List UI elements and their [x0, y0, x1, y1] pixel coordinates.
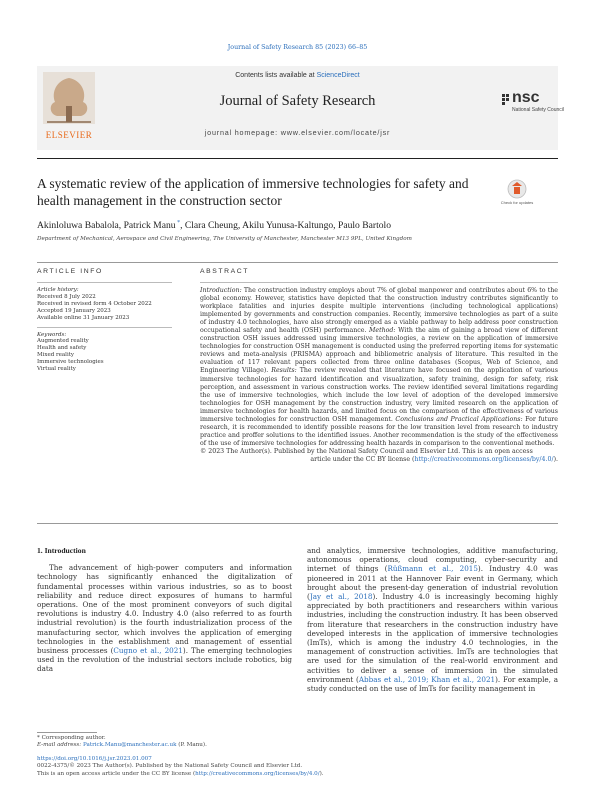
abstract-bottom-divider [37, 523, 558, 524]
abstract-body [200, 287, 558, 448]
body-right-column [307, 546, 558, 693]
right-text-b: ). Industry 4.0 was pioneered in 2011 at the Hannover Fair event in Germany, which brought about the present-day generation of industrial revolution ( [307, 564, 558, 602]
authors-rest: , Clara Cheung, Akilu Yunusa-Kaltungo, Paulo Bartolo [180, 220, 392, 232]
right-text-c: ). Industry 4.0 is increasingly becoming highly appreciated by both practitioners and researchers within various industries, including the construction industry. It has been observed from literature that researchers in the construction industry have developed interests in the application of immersive technologies (ImTs), which is among the industry 4.0 technologies, in the management of construction activities. ImTs are technologies that are used for the simulation of the real-world environment and activities to deliver a sense of immersion in the simulated environment ( [307, 592, 558, 684]
license-prefix: This is an open access article under the CC BY license ( [37, 770, 196, 777]
journal-title: Journal of Safety Research [219, 93, 376, 109]
abstract-results-label: Results: [271, 367, 297, 375]
history-label: Article history: [37, 287, 79, 293]
abstract-conclusions-label: Conclusions and Practical Applications: [395, 415, 523, 423]
keyword-item: Immersive technologies [37, 359, 104, 366]
keyword-item: Health and safety [37, 345, 87, 352]
abstract-heading: ABSTRACT [200, 268, 250, 275]
article-title: A systematic review of the application of immersive technologies for safety and health management in the construction sector [37, 176, 469, 208]
abstract-method-label: Method: [369, 327, 396, 335]
footnote-label: Corresponding author. [39, 735, 106, 741]
doi-link[interactable]: https://doi.org/10.1016/j.jsr.2023.01.007 [37, 756, 152, 762]
copyright-suffix: ). [553, 455, 558, 463]
footnote-divider [37, 732, 97, 733]
nsc-tagline: National Safety Council [512, 107, 564, 113]
body-left-column [37, 546, 292, 674]
abstract-column [200, 268, 558, 464]
journal-reference[interactable]: Journal of Safety Research 85 (2023) 66–85 [227, 44, 368, 51]
page-footer [37, 756, 337, 778]
keyword-item: Mixed reality [37, 352, 75, 359]
copyright-line-2 [200, 456, 558, 464]
keywords-rule [37, 327, 172, 328]
right-text-d: ). For example, a study conducted on the use of ImTs for facility management in [307, 674, 559, 694]
history-date-online: Available online 31 January 2023 [37, 314, 130, 321]
keyword-item: Virtual reality [37, 366, 76, 373]
abstract-conclusions: For future research, it is recommended to identify possible reasons for the low transition level from research to industry practice and proffer solutions to the identified issues. Another recommendation is the study of the effectiveness of the use of immersive technologies for addressing health hazards in comparison to the conventional methods. [200, 415, 558, 447]
abstract-intro-label: Introduction: [200, 287, 242, 294]
history-date-accepted: Accepted 19 January 2023 [37, 307, 111, 314]
article-info-column [37, 268, 172, 373]
footnote-mark: * [37, 735, 40, 741]
article-info-heading: ARTICLE INFO [37, 268, 103, 275]
history-date-received: Received 8 July 2022 [37, 293, 96, 300]
email-label: E-mail address: [37, 742, 83, 749]
corresponding-author-mark[interactable]: * [175, 220, 181, 226]
footer-license-link[interactable]: http://creativecommons.org/licenses/by/4.0/ [195, 770, 320, 777]
abstract-intro: The construction industry employs about 7% of global manpower and contributes about 6% to the global economy. However, statistics have depicted that the construction industry contributes significantly to workplace fatalities and injuries despite multiple interventions (including technological applications) implemented by governments and construction companies. Recently, immersive technologies as part of a suite of industry 4.0 technologies, have also strongly emerged as a viable pathway to help address poor construction occupational safety and health (OSH) performance. [200, 287, 558, 335]
license-line [37, 771, 337, 778]
license-suffix: ). [319, 770, 324, 777]
right-text-a: and analytics, immersive technologies, additive manufacturing, autonomous operations, cloud computing, cyber-security and internet of things ( [307, 546, 558, 574]
check-for-updates-label: Check for updates [500, 200, 534, 205]
contents-prefix: Contents lists available at [235, 72, 317, 79]
intro-paragraph-continued [307, 546, 558, 693]
abstract-results: The review revealed that literature have focused on the application of various immersive technologies for hazard identification and visualization, safety training, design for safety, risk perception, and assessment in various construction works. The review identified several limitations regarding the use of immersive technologies, which include the low level of adoption of the developed immersive technologies for OSH management by the construction industry, very limited research on the application of immersive technologies for health hazards, and limited focus on the comparison of the effectiveness of various immersive technologies for construction OSH management. [200, 367, 558, 423]
sciencedirect-link[interactable]: ScienceDirect [316, 72, 360, 79]
authors-first: Akinloluwa Babalola, Patrick Manu [37, 220, 176, 232]
cc-by-license-link[interactable]: http://creativecommons.org/licenses/by/4.0/ [414, 455, 554, 463]
info-heading-rule [37, 282, 172, 283]
abstract-method: With the aim of gaining a broad view of different construction OSH issues addressed using immersive technologies, a review on the application of immersive technologies for construction OSH management is conducted using the preferred reporting items for systematic reviews and meta-analysis (PRISMA) approach and bibliometric analysis of literature. This resulted in the evaluation of 117 relevant papers collected from three online databases (Scopus, Web of Science, and Engineering Village). [200, 327, 558, 375]
intro-text-a: The advancement of high-power computers and information technology has significantly enhanced the digitalization of fundamental processes within various industries, so as to boost reliability and reduce direct exposures of humans to harmful operations. One of the most prominent conveyors of such digital revolutions is industry 4.0. Industry 4.0 (also referred to as fourth industrial revolution) is the fourth industrialization process of the manufacturing sector, which involves the application of emerging technologies in the establishment and management of essential business processes ( [37, 563, 292, 656]
copyright-prefix: article under the CC BY license ( [310, 455, 415, 463]
intro-text-b: ). The emerging technologies used in the revolution of the industrial sectors include robotics, big data [37, 646, 292, 674]
citation-abbas-khan[interactable]: Abbas et al., 2019; Khan et al., 2021 [358, 674, 496, 684]
header-divider [37, 158, 558, 159]
copyright-line-1: © 2023 The Author(s). Published by the National Safety Council and Elsevier Ltd. This is an open access [200, 447, 533, 455]
citation-jay-2018[interactable]: Jay et al., 2018 [309, 592, 373, 602]
affiliation: Department of Mechanical, Aerospace and Civil Engineering, The University of Manchester, Manchester M13 9PL, United Kingdom [37, 236, 412, 242]
citation-cugno-2021[interactable]: Cugno et al., 2021 [113, 646, 183, 656]
author-list [37, 220, 558, 231]
info-top-divider [37, 262, 558, 263]
elsevier-wordmark: ELSEVIER [45, 130, 93, 140]
abstract-heading-rule [200, 282, 558, 283]
journal-homepage[interactable]: journal homepage: www.elsevier.com/locate/jsr [204, 128, 391, 137]
keywords-label: Keywords: [37, 331, 67, 338]
intro-paragraph-1 [37, 563, 292, 673]
email-suffix: (P. Manu). [176, 742, 207, 749]
email-line [37, 742, 292, 749]
check-for-updates-icon[interactable] [500, 178, 534, 214]
contents-line [0, 72, 595, 79]
section-heading-introduction: 1. Introduction [37, 546, 86, 555]
author-email-link[interactable]: Patrick.Manu@manchester.ac.uk [82, 742, 177, 749]
keyword-item: Augmented reality [37, 338, 89, 345]
nsc-wordmark: nsc [512, 89, 540, 106]
issn-line: 0022-4375/© 2023 The Author(s). Published by the National Safety Council and Elsevier Ltd. [37, 763, 303, 770]
history-date-revised: Received in revised form 4 October 2022 [37, 300, 152, 307]
footnote [37, 735, 292, 749]
citation-russmann-2015[interactable]: Rüßmann et al., 2015 [387, 564, 478, 574]
